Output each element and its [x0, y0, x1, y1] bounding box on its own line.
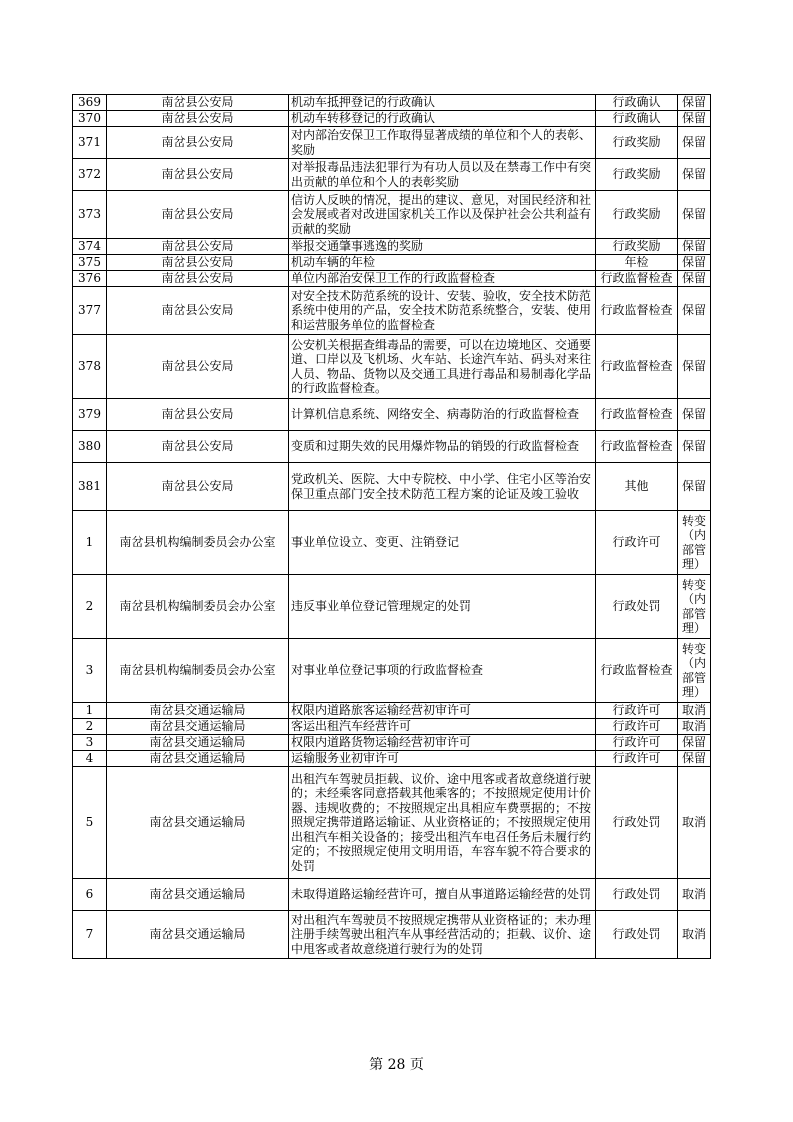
item-number: 3	[73, 639, 107, 703]
status-cell: 保留	[678, 399, 711, 431]
status-cell: 保留	[678, 335, 711, 399]
status-cell: 保留	[678, 463, 711, 511]
item-name-cell: 权限内道路旅客运输经营初审许可	[289, 703, 596, 719]
table-row	[73, 191, 711, 239]
department-cell: 南岔县公安局	[107, 335, 289, 399]
table-row	[73, 463, 711, 511]
department-cell: 南岔县机构编制委员会办公室	[107, 575, 289, 639]
table-row	[73, 271, 711, 287]
department-cell: 南岔县公安局	[107, 255, 289, 271]
category-cell: 行政确认	[596, 111, 678, 127]
department-cell: 南岔县交通运输局	[107, 911, 289, 959]
category-cell: 年检	[596, 255, 678, 271]
status-cell: 取消	[678, 767, 711, 879]
category-cell: 行政监督检查	[596, 431, 678, 463]
table-row	[73, 751, 711, 767]
category-cell: 行政奖励	[596, 191, 678, 239]
item-name-cell: 对安全技术防范系统的设计、安装、验收，安全技术防范系统中使用的产品，安全技术防范系统整合，安装、使用和运营服务单位的监督检查	[289, 287, 596, 335]
status-cell: 保留	[678, 271, 711, 287]
item-number: 2	[73, 575, 107, 639]
category-cell: 行政许可	[596, 703, 678, 719]
status-cell: 取消	[678, 879, 711, 911]
category-cell: 行政处罚	[596, 767, 678, 879]
category-cell: 行政处罚	[596, 575, 678, 639]
item-name-cell: 变质和过期失效的民用爆炸物品的销毁的行政监督检查	[289, 431, 596, 463]
category-cell: 行政奖励	[596, 127, 678, 159]
status-cell: 保留	[678, 431, 711, 463]
table-row	[73, 159, 711, 191]
item-name-cell: 对出租汽车驾驶员不按照规定携带从业资格证的；未办理注册手续驾驶出租汽车从事经营活动的；拒载、议价、途中甩客或者故意绕道行驶行为的处罚	[289, 911, 596, 959]
item-name-cell: 客运出租汽车经营许可	[289, 719, 596, 735]
department-cell: 南岔县公安局	[107, 463, 289, 511]
item-name-cell: 事业单位设立、变更、注销登记	[289, 511, 596, 575]
item-number: 381	[73, 463, 107, 511]
item-name-cell: 运输服务业初审许可	[289, 751, 596, 767]
table-row	[73, 431, 711, 463]
department-cell: 南岔县交通运输局	[107, 767, 289, 879]
department-cell: 南岔县交通运输局	[107, 703, 289, 719]
item-name-cell: 举报交通肇事逃逸的奖励	[289, 239, 596, 255]
item-name-cell: 出租汽车驾驶员拒载、议价、途中甩客或者故意绕道行驶的；未经乘客同意搭载其他乘客的；不按照规定使用计价器、违规收费的；不按照规定出具相应车费票据的；不按照规定携带道路运输证、从业资格证的；不按照规定使用出租汽车相关设备的；接受出租汽车电召任务后未履行约定的；不按照规定使用文明用语，车容车貌不符合要求的处罚	[289, 767, 596, 879]
category-cell: 行政监督检查	[596, 399, 678, 431]
department-cell: 南岔县机构编制委员会办公室	[107, 511, 289, 575]
item-name-cell: 机动车辆的年检	[289, 255, 596, 271]
item-number: 373	[73, 191, 107, 239]
table-row	[73, 879, 711, 911]
department-cell: 南岔县公安局	[107, 159, 289, 191]
item-number: 1	[73, 703, 107, 719]
category-cell: 行政许可	[596, 511, 678, 575]
category-cell: 行政监督检查	[596, 335, 678, 399]
item-number: 379	[73, 399, 107, 431]
item-number: 6	[73, 879, 107, 911]
department-cell: 南岔县公安局	[107, 239, 289, 255]
item-name-cell: 未取得道路运输经营许可，擅自从事道路运输经营的处罚	[289, 879, 596, 911]
status-cell: 保留	[678, 255, 711, 271]
item-number: 4	[73, 751, 107, 767]
item-number: 5	[73, 767, 107, 879]
table-row	[73, 239, 711, 255]
table-body	[73, 95, 711, 959]
document-table	[72, 94, 711, 959]
item-name-cell: 违反事业单位登记管理规定的处罚	[289, 575, 596, 639]
status-cell: 转变（内部管理）	[678, 511, 711, 575]
department-cell: 南岔县公安局	[107, 431, 289, 463]
item-number: 375	[73, 255, 107, 271]
status-cell: 保留	[678, 239, 711, 255]
department-cell: 南岔县公安局	[107, 287, 289, 335]
category-cell: 行政确认	[596, 95, 678, 111]
item-name-cell: 党政机关、医院、大中专院校、中小学、住宅小区等治安保卫重点部门安全技术防范工程方案的论证及竣工验收	[289, 463, 596, 511]
status-cell: 取消	[678, 911, 711, 959]
department-cell: 南岔县机构编制委员会办公室	[107, 639, 289, 703]
table-row	[73, 399, 711, 431]
item-name-cell: 对内部治安保卫工作取得显著成绩的单位和个人的表彰、奖励	[289, 127, 596, 159]
department-cell: 南岔县公安局	[107, 111, 289, 127]
item-number: 3	[73, 735, 107, 751]
department-cell: 南岔县公安局	[107, 399, 289, 431]
item-number: 1	[73, 511, 107, 575]
category-cell: 行政许可	[596, 719, 678, 735]
status-cell: 保留	[678, 751, 711, 767]
status-cell: 取消	[678, 719, 711, 735]
status-cell: 保留	[678, 159, 711, 191]
table-row	[73, 511, 711, 575]
department-cell: 南岔县公安局	[107, 95, 289, 111]
category-cell: 行政许可	[596, 751, 678, 767]
category-cell: 行政监督检查	[596, 271, 678, 287]
item-number: 372	[73, 159, 107, 191]
table-row	[73, 719, 711, 735]
department-cell: 南岔县交通运输局	[107, 719, 289, 735]
department-cell: 南岔县公安局	[107, 191, 289, 239]
department-cell: 南岔县公安局	[107, 271, 289, 287]
table-row	[73, 255, 711, 271]
item-number: 378	[73, 335, 107, 399]
table-row	[73, 575, 711, 639]
item-number: 374	[73, 239, 107, 255]
table-row	[73, 911, 711, 959]
table-row	[73, 111, 711, 127]
status-cell: 保留	[678, 127, 711, 159]
category-cell: 行政监督检查	[596, 639, 678, 703]
item-number: 2	[73, 719, 107, 735]
item-name-cell: 公安机关根据查缉毒品的需要，可以在边境地区、交通要道、口岸以及飞机场、火车站、长途汽车站、码头对来往人员、物品、货物以及交通工具进行毒品和易制毒化学品的行政监督检查。	[289, 335, 596, 399]
item-number: 7	[73, 911, 107, 959]
department-cell: 南岔县交通运输局	[107, 735, 289, 751]
category-cell: 行政处罚	[596, 879, 678, 911]
table-row	[73, 639, 711, 703]
category-cell: 行政奖励	[596, 239, 678, 255]
department-cell: 南岔县公安局	[107, 127, 289, 159]
item-name-cell: 机动车抵押登记的行政确认	[289, 95, 596, 111]
item-name-cell: 对举报毒品违法犯罪行为有功人员以及在禁毒工作中有突出贡献的单位和个人的表彰奖励	[289, 159, 596, 191]
table-row	[73, 703, 711, 719]
item-name-cell: 机动车转移登记的行政确认	[289, 111, 596, 127]
item-name-cell: 对事业单位登记事项的行政监督检查	[289, 639, 596, 703]
table-row	[73, 767, 711, 879]
status-cell: 转变（内部管理）	[678, 639, 711, 703]
category-cell: 其他	[596, 463, 678, 511]
status-cell: 保留	[678, 191, 711, 239]
table-row	[73, 335, 711, 399]
table-row	[73, 735, 711, 751]
category-cell: 行政许可	[596, 735, 678, 751]
category-cell: 行政奖励	[596, 159, 678, 191]
item-number: 376	[73, 271, 107, 287]
status-cell: 保留	[678, 287, 711, 335]
category-cell: 行政处罚	[596, 911, 678, 959]
item-name-cell: 信访人反映的情况，提出的建议、意见，对国民经济和社会发展或者对改进国家机关工作以及保护社会公共利益有贡献的奖励	[289, 191, 596, 239]
item-number: 369	[73, 95, 107, 111]
item-number: 371	[73, 127, 107, 159]
table-row	[73, 95, 711, 111]
status-cell: 保留	[678, 735, 711, 751]
status-cell: 保留	[678, 95, 711, 111]
status-cell: 转变（内部管理）	[678, 575, 711, 639]
item-number: 380	[73, 431, 107, 463]
status-cell: 取消	[678, 703, 711, 719]
item-name-cell: 计算机信息系统、网络安全、病毒防治的行政监督检查	[289, 399, 596, 431]
department-cell: 南岔县交通运输局	[107, 879, 289, 911]
item-name-cell: 权限内道路货物运输经营初审许可	[289, 735, 596, 751]
item-name-cell: 单位内部治安保卫工作的行政监督检查	[289, 271, 596, 287]
table-row	[73, 287, 711, 335]
page-number: 第 28 页	[369, 1057, 424, 1073]
category-cell: 行政监督检查	[596, 287, 678, 335]
table-row	[73, 127, 711, 159]
status-cell: 保留	[678, 111, 711, 127]
department-cell: 南岔县交通运输局	[107, 751, 289, 767]
item-number: 370	[73, 111, 107, 127]
item-number: 377	[73, 287, 107, 335]
